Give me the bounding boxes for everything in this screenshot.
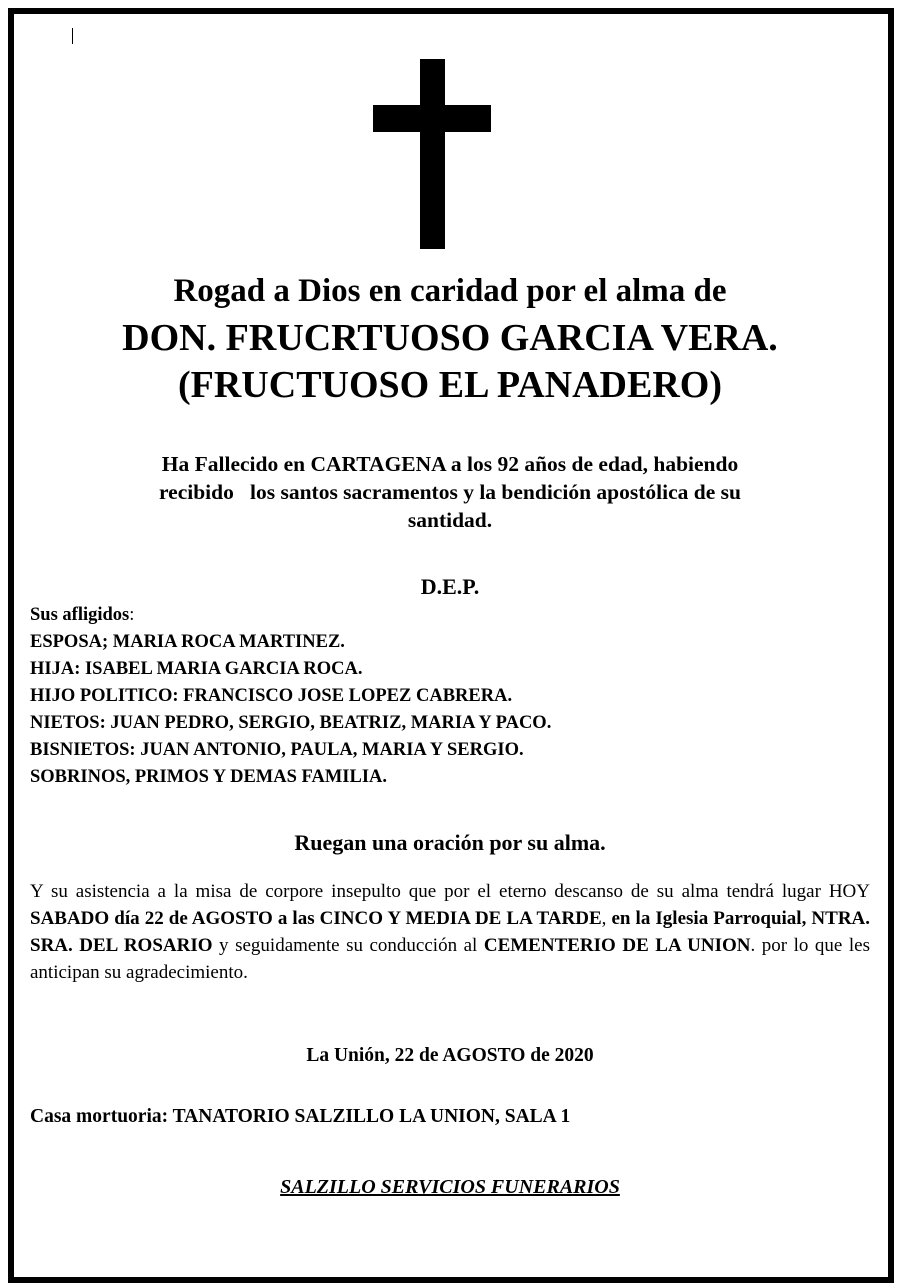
deceased-nickname: (FRUCTUOSO EL PANADERO) xyxy=(178,364,722,406)
family-line: SOBRINOS, PRIMOS Y DEMAS FAMILIA. xyxy=(30,767,388,787)
prayer-request: Ruegan una oración por su alma. xyxy=(294,830,606,855)
deceased-name: DON. FRUCRTUOSO GARCIA VERA. xyxy=(122,317,778,359)
mass-paragraph: Y su asistencia a la misa de corpore insepulto que por el eterno descanso de su alma tendrá lugar HOY SABADO día 22 de AGOSTO a las CINCO Y MEDIA DE LA TARDE, en la Iglesia Parroquial, NTRA. SRA. DEL ROSARIO y seguidamente su conducción al CEMENTERIO DE LA UNION. por lo que les anticipan su agradecimiento. xyxy=(30,881,871,983)
funeral-home: Casa mortuoria: TANATORIO SALZILLO LA UNION, SALA 1 xyxy=(30,1106,571,1127)
family-heading: Sus afligidos: xyxy=(30,605,135,625)
dep-label: D.E.P. xyxy=(420,574,480,599)
funeral-company: SALZILLO SERVICIOS FUNERARIOS xyxy=(280,1176,620,1198)
text-cursor xyxy=(72,28,73,44)
death-notice xyxy=(40,450,860,534)
cross-icon xyxy=(373,59,491,249)
family-line: BISNIETOS: JUAN ANTONIO, PAULA, MARIA Y SERGIO. xyxy=(30,740,524,760)
family-line: HIJO POLITICO: FRANCISCO JOSE LOPEZ CABRERA. xyxy=(30,686,513,706)
family-line: NIETOS: JUAN PEDRO, SERGIO, BEATRIZ, MARIA Y PACO. xyxy=(30,713,552,733)
death-notice-line: Ha Fallecido en CARTAGENA a los 92 años de edad, habiendo xyxy=(161,452,739,476)
death-notice-line: recibido los santos sacramentos y la bendición apostólica de su xyxy=(159,480,741,504)
death-notice-line: santidad. xyxy=(407,508,493,532)
place-date: La Unión, 22 de AGOSTO de 2020 xyxy=(306,1045,594,1066)
family-list xyxy=(30,602,870,791)
pray-line: Rogad a Dios en caridad por el alma de xyxy=(173,273,727,309)
family-line: HIJA: ISABEL MARIA GARCIA ROCA. xyxy=(30,659,363,679)
family-line: ESPOSA; MARIA ROCA MARTINEZ. xyxy=(30,632,345,652)
